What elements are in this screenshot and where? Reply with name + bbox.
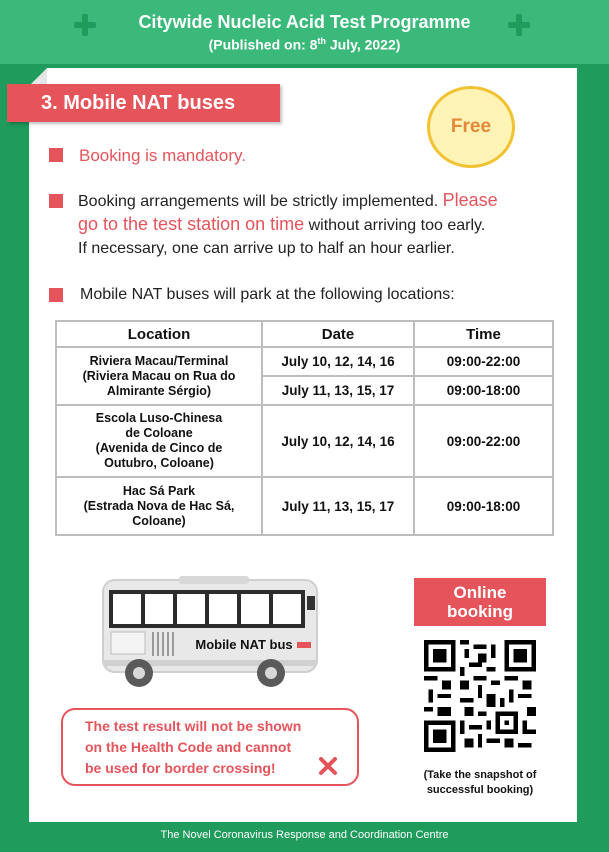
time-cell: 09:00-22:00 <box>414 405 553 477</box>
bullet-icon <box>49 148 63 162</box>
table-header-row <box>56 321 553 347</box>
bullet-booking-mandatory: Booking is mandatory. <box>79 146 246 165</box>
bullet-icon <box>49 288 63 302</box>
bus-illustration <box>97 576 321 691</box>
table-row <box>56 347 553 376</box>
time-cell: 09:00-18:00 <box>414 376 553 405</box>
section-heading: 3. Mobile NAT buses <box>7 84 280 122</box>
date-cell: July 11, 13, 15, 17 <box>262 376 414 405</box>
online-booking-button[interactable]: Online booking <box>414 578 546 626</box>
cross-icon <box>318 756 338 776</box>
time-cell: 09:00-22:00 <box>414 347 553 376</box>
free-badge: Free <box>427 86 515 168</box>
date-cell: July 10, 12, 14, 16 <box>262 405 414 477</box>
column-header: Time <box>414 321 553 347</box>
bus-label: Mobile NAT bus <box>195 637 293 652</box>
column-header: Location <box>56 321 262 347</box>
location-cell: Hac Sá Park (Estrada Nova de Hac Sá, Coloane) <box>56 477 262 535</box>
header-banner <box>0 0 609 64</box>
qr-code[interactable] <box>424 640 536 752</box>
page-title: Citywide Nucleic Acid Test Programme <box>138 12 471 32</box>
bullet-booking-arrangements: Booking arrangements will be strictly implemented. Please go to the test station on time without arriving too early. If necessary, one can arrive up to half an hour earlier. <box>78 190 498 257</box>
date-cell: July 10, 12, 14, 16 <box>262 347 414 376</box>
qr-caption: (Take the snapshot of successful booking) <box>423 769 537 796</box>
location-cell: Riviera Macau/Terminal (Riviera Macau on Rua do Almirante Sérgio) <box>56 347 262 405</box>
date-cell: July 11, 13, 15, 17 <box>262 477 414 535</box>
table-row <box>56 477 553 535</box>
locations-table <box>55 320 554 536</box>
column-header: Date <box>262 321 414 347</box>
bullet-icon <box>49 194 63 208</box>
bullet-bus-locations: Mobile NAT buses will park at the following locations: <box>80 286 455 303</box>
location-cell: Escola Luso-Chinesa de Coloane (Avenida de Cinco de Outubro, Coloane) <box>56 405 262 477</box>
time-cell: 09:00-18:00 <box>414 477 553 535</box>
published-date: (Published on: 8th July, 2022) <box>208 36 401 53</box>
table-row <box>56 405 553 477</box>
warning-box: The test result will not be shown on the Health Code and cannot be used for border crossing! <box>61 708 359 786</box>
content-sheet <box>29 68 577 822</box>
footer-credit: The Novel Coronavirus Response and Coordination Centre <box>160 829 449 841</box>
